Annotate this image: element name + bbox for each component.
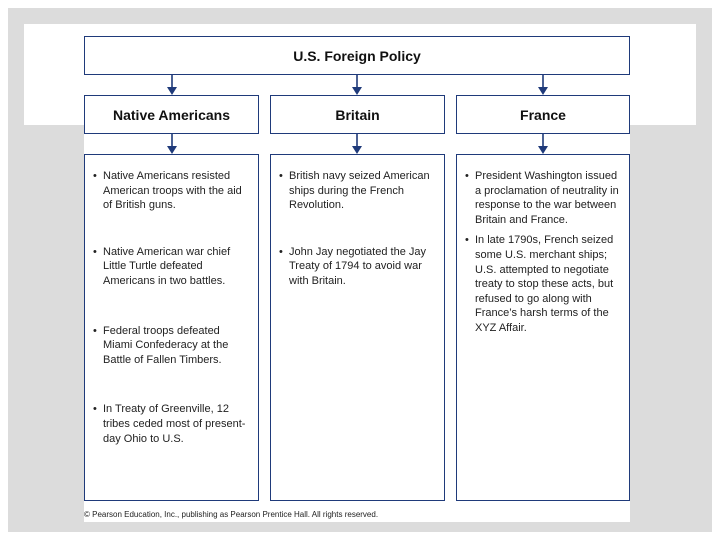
bullet-item: • President Washington issued a proclamation of neutrality in response to the war between Britain and France. bbox=[465, 169, 621, 227]
bullet-list bbox=[465, 169, 621, 336]
arrow-down-icon bbox=[537, 75, 549, 95]
diagram-title: U.S. Foreign Policy bbox=[84, 36, 630, 75]
britain-details bbox=[270, 154, 445, 501]
arrow-down-icon bbox=[166, 75, 178, 95]
arrow-down-icon bbox=[537, 134, 549, 154]
bullet-item: • In late 1790s, French seized some U.S. merchant ships; U.S. attempted to negotiate treaty to stop these acts, but refused to go along with France’s harsh terms of the XYZ Affair. bbox=[465, 233, 621, 335]
bullet-list bbox=[93, 169, 250, 446]
header-britain: Britain bbox=[270, 95, 445, 134]
bullet-item: • British navy seized American ships during the French Revolution. bbox=[279, 169, 436, 213]
bullet-item: • John Jay negotiated the Jay Treaty of 1794 to avoid war with Britain. bbox=[279, 245, 436, 289]
native-americans-details bbox=[84, 154, 259, 501]
bullet-item: • In Treaty of Greenville, 12 tribes ceded most of present-day Ohio to U.S. bbox=[93, 402, 250, 446]
bullet-list bbox=[279, 169, 436, 289]
arrow-down-icon bbox=[351, 134, 363, 154]
france-details bbox=[456, 154, 630, 501]
copyright-notice: © Pearson Education, Inc., publishing as Pearson Prentice Hall. All rights reserved. bbox=[84, 510, 379, 519]
bullet-item: • Native Americans resisted American troops with the aid of British guns. bbox=[93, 169, 250, 213]
bullet-item: • Native American war chief Little Turtle defeated Americans in two battles. bbox=[93, 245, 250, 289]
header-france: France bbox=[456, 95, 630, 134]
arrow-down-icon bbox=[166, 134, 178, 154]
header-native-americans: Native Americans bbox=[84, 95, 259, 134]
arrow-down-icon bbox=[351, 75, 363, 95]
bullet-item: • Federal troops defeated Miami Confederacy at the Battle of Fallen Timbers. bbox=[93, 324, 250, 368]
